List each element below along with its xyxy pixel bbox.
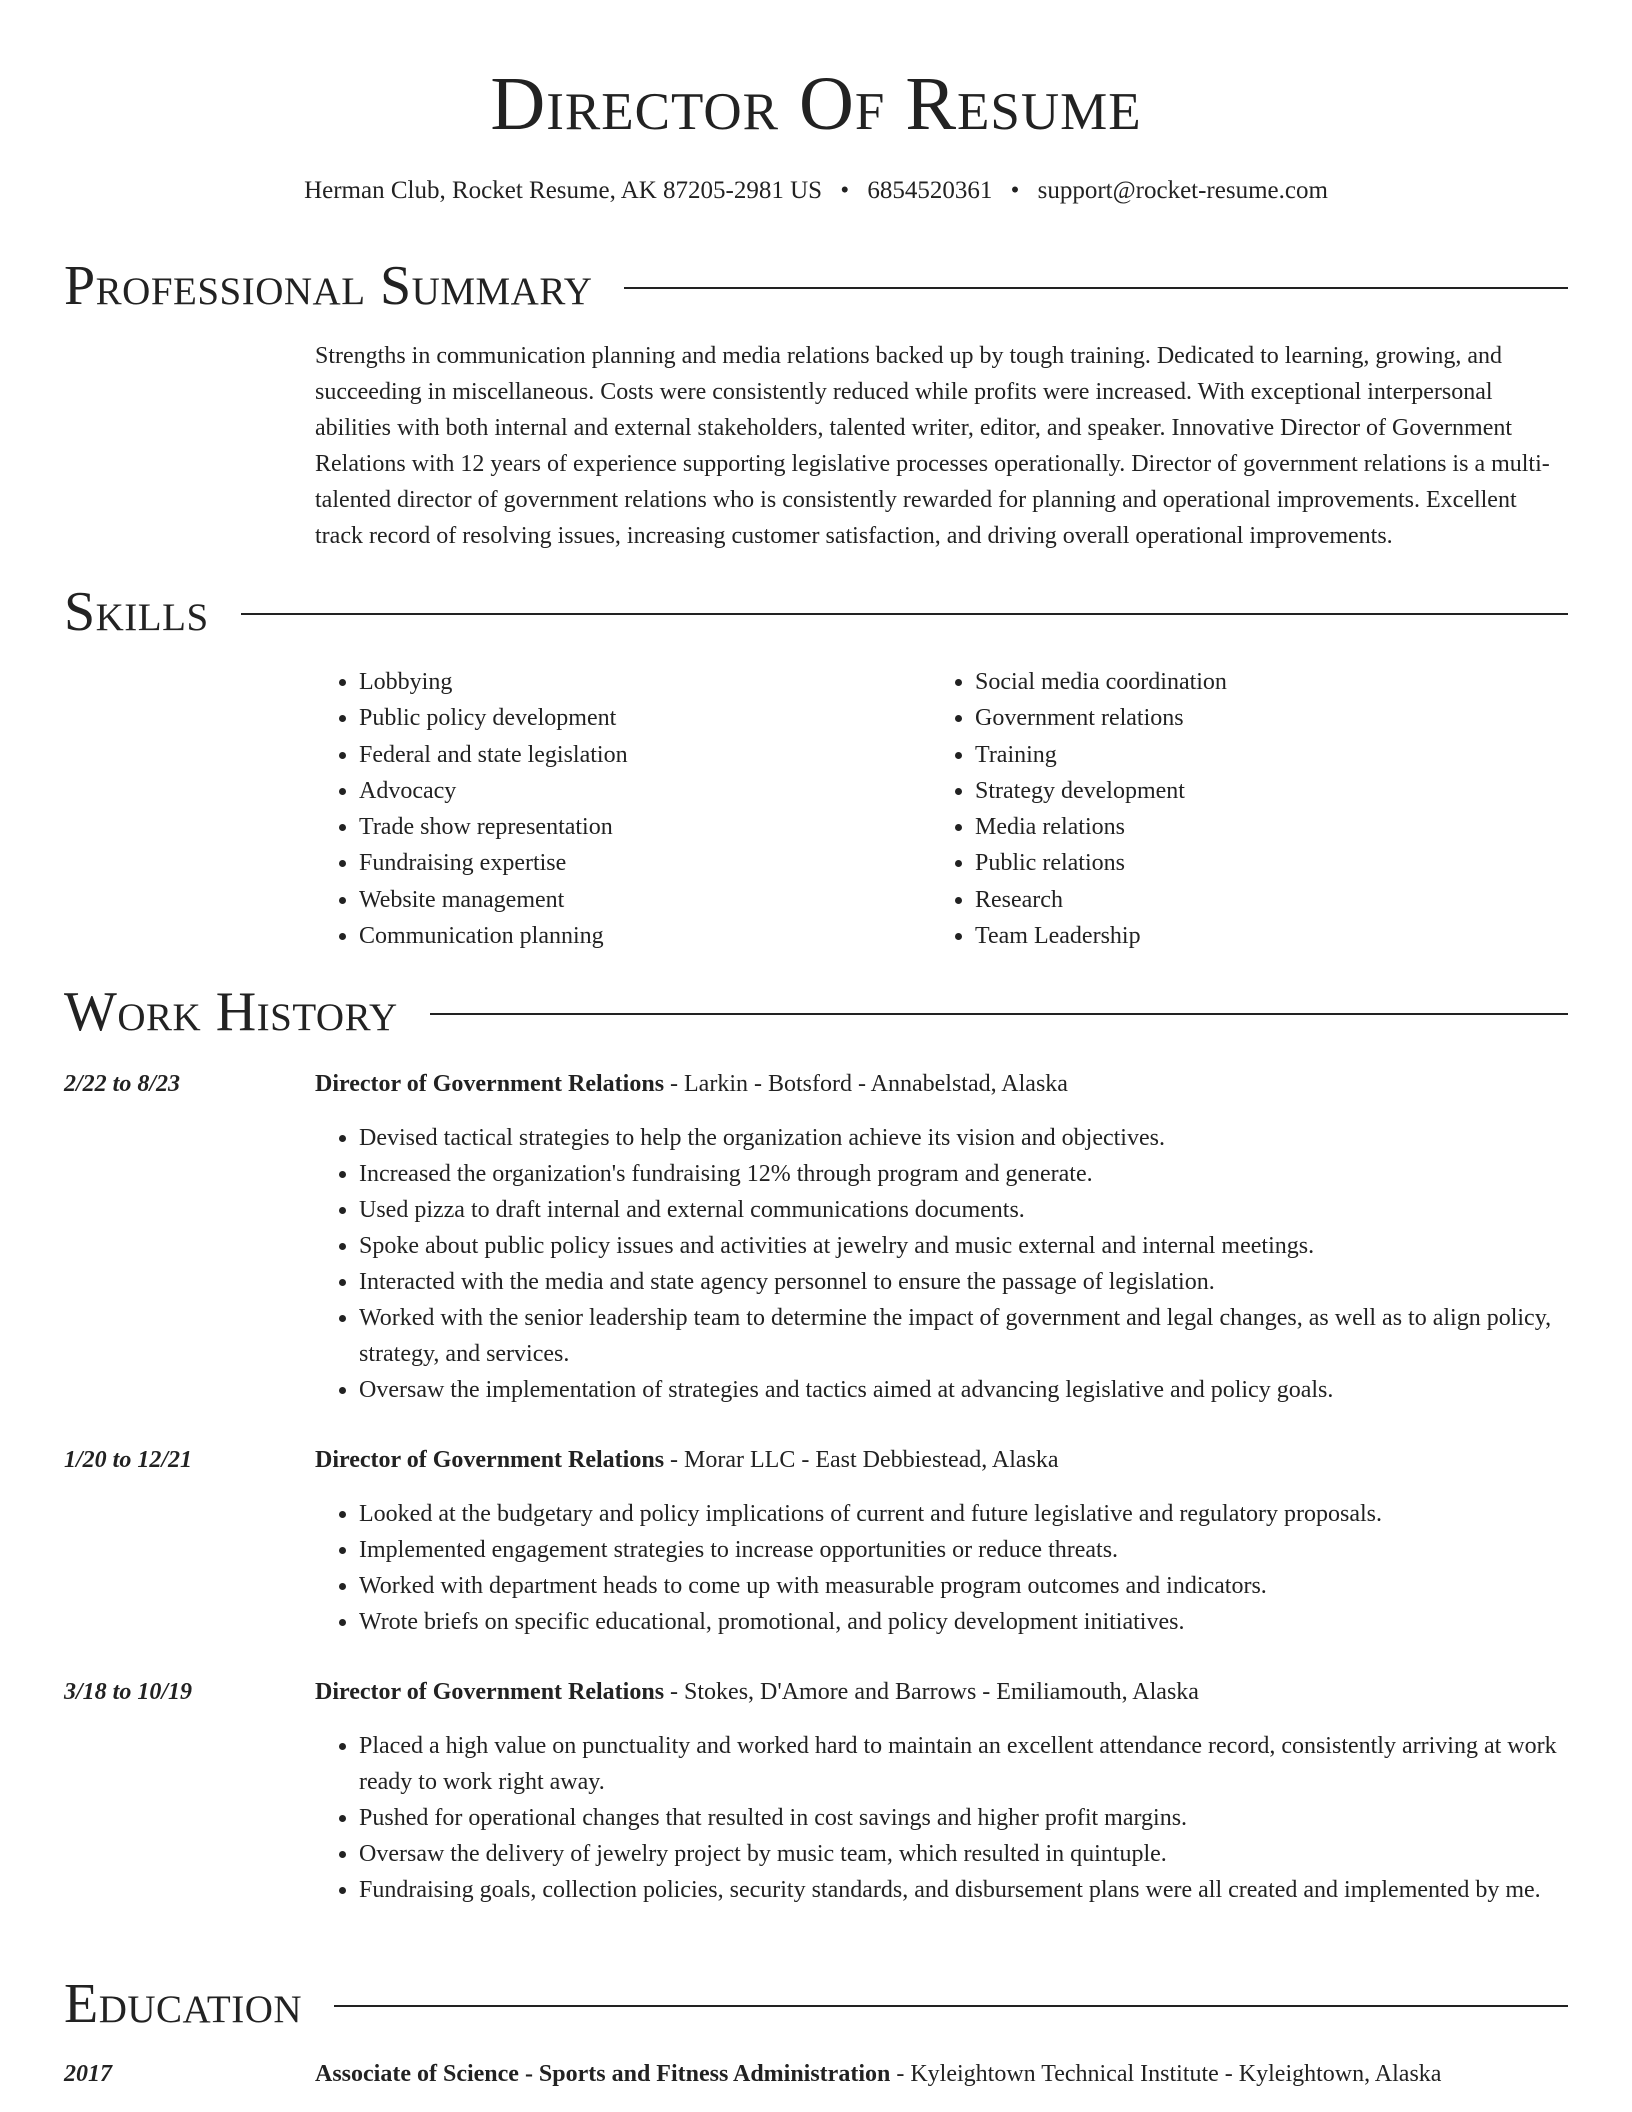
contact-line xyxy=(0,174,1632,208)
skill-item: • Lobbying xyxy=(359,664,929,700)
job-organization: - Morar LLC - East Debbiestead, Alaska xyxy=(664,1447,1059,1473)
job-bullet-list xyxy=(315,1120,1568,1408)
job-organization: - Stokes, D'Amore and Barrows - Emiliamouth, Alaska xyxy=(664,1679,1199,1705)
education-school: - Kyleightown Technical Institute - Kyleightown, Alaska xyxy=(890,2061,1442,2087)
contact-address: Herman Club, Rocket Resume, AK 87205-2981 US xyxy=(304,177,823,204)
education-heading: Education xyxy=(64,1973,303,2035)
job-bullet: • Pushed for operational changes that resulted in cost savings and higher profit margins. xyxy=(359,1800,1568,1836)
job-header xyxy=(315,1442,1568,1478)
skill-item: • Strategy development xyxy=(975,773,1575,809)
education-header xyxy=(315,2056,1568,2092)
job-bullet: • Implemented engagement strategies to increase opportunities or reduce threats. xyxy=(359,1532,1568,1568)
job-bullet: • Fundraising goals, collection policies, security standards, and disbursement plans were all created and implemented by me. xyxy=(359,1872,1568,1908)
skill-item: • Public relations xyxy=(975,845,1575,881)
job-bullet-list xyxy=(315,1728,1568,1908)
skills-heading: Skills xyxy=(64,581,209,643)
job-bullet: • Worked with the senior leadership team to determine the impact of government and legal changes, as well as to align policy, strategy, and services. xyxy=(359,1300,1568,1372)
skills-list-right xyxy=(931,664,1575,954)
education-year: 2017 xyxy=(64,2061,112,2087)
resume-title: Director Of Resume xyxy=(490,62,1142,146)
section-divider xyxy=(624,287,1568,289)
job-dates: 3/18 to 10/19 xyxy=(64,1679,193,1705)
job-bullet: • Interacted with the media and state agency personnel to ensure the passage of legislation. xyxy=(359,1264,1568,1300)
skill-item: • Team Leadership xyxy=(975,918,1575,954)
skill-item: • Communication planning xyxy=(359,918,929,954)
skills-section-heading xyxy=(64,580,1568,644)
job-title: Director of Government Relations xyxy=(315,1071,665,1097)
summary-heading: Professional Summary xyxy=(64,255,593,317)
skill-item: • Federal and state legislation xyxy=(359,737,929,773)
summary-section-heading xyxy=(64,254,1568,318)
job-dates: 2/22 to 8/23 xyxy=(64,1071,181,1097)
skill-item: • Advocacy xyxy=(359,773,929,809)
contact-email: support@rocket-resume.com xyxy=(1037,177,1328,204)
skill-item: • Public policy development xyxy=(359,700,929,736)
job-bullet: • Spoke about public policy issues and activities at jewelry and music external and internal meetings. xyxy=(359,1228,1568,1264)
job-bullet: • Looked at the budgetary and policy implications of current and future legislative and regulatory proposals. xyxy=(359,1496,1568,1532)
skill-item: • Media relations xyxy=(975,809,1575,845)
work-heading: Work History xyxy=(64,981,398,1043)
job-bullet: • Worked with department heads to come up with measurable program outcomes and indicators. xyxy=(359,1568,1568,1604)
job-bullet: • Placed a high value on punctuality and worked hard to maintain an excellent attendance record, consistently arriving at work ready to work right away. xyxy=(359,1728,1568,1800)
skill-item: • Research xyxy=(975,882,1575,918)
section-divider xyxy=(430,1013,1568,1015)
job-bullet: • Devised tactical strategies to help the organization achieve its vision and objectives. xyxy=(359,1120,1568,1156)
contact-separator: • xyxy=(840,177,850,204)
section-divider xyxy=(334,2005,1568,2007)
job-dates: 1/20 to 12/21 xyxy=(64,1447,193,1473)
summary-text: Strengths in communication planning and media relations backed up by tough training. Dedicated to learning, growing, and succeeding in miscellaneous. Costs were consistently reduced while profits were increased. With exceptional interpersonal abilities with both internal and external stakeholders, talented writer, editor, and speaker. Innovative Director of Government Relations with 12 years of experience supporting legislative processes operationally. Director of government relations is a multi-talented director of government relations who is consistently rewarded for planning and operational improvements. Excellent track record of resolving issues, increasing customer satisfaction, and driving overall operational improvements. xyxy=(315,343,1550,549)
job-bullet: • Oversaw the implementation of strategies and tactics aimed at advancing legislative and policy goals. xyxy=(359,1372,1568,1408)
education-degree: Associate of Science - Sports and Fitness Administration xyxy=(315,2061,891,2087)
skill-item: • Government relations xyxy=(975,700,1575,736)
skill-item: • Fundraising expertise xyxy=(359,845,929,881)
contact-phone: 6854520361 xyxy=(867,177,993,204)
job-organization: - Larkin - Botsford - Annabelstad, Alaska xyxy=(664,1071,1068,1097)
section-divider xyxy=(241,613,1568,615)
job-bullet: • Wrote briefs on specific educational, promotional, and policy development initiatives. xyxy=(359,1604,1568,1640)
job-bullet: • Increased the organization's fundraising 12% through program and generate. xyxy=(359,1156,1568,1192)
job-bullet-list xyxy=(315,1496,1568,1640)
work-section-heading xyxy=(64,980,1568,1044)
skill-item: • Training xyxy=(975,737,1575,773)
job-header xyxy=(315,1674,1568,1710)
job-bullet: • Oversaw the delivery of jewelry project by music team, which resulted in quintuple. xyxy=(359,1836,1568,1872)
skill-item: • Social media coordination xyxy=(975,664,1575,700)
skill-item: • Trade show representation xyxy=(359,809,929,845)
job-bullet: • Used pizza to draft internal and external communications documents. xyxy=(359,1192,1568,1228)
contact-separator: • xyxy=(1010,177,1020,204)
skills-list-left xyxy=(315,664,929,954)
job-header xyxy=(315,1066,1568,1102)
education-section-heading xyxy=(64,1972,1568,2036)
job-title: Director of Government Relations xyxy=(315,1447,665,1473)
job-title: Director of Government Relations xyxy=(315,1679,665,1705)
skill-item: • Website management xyxy=(359,882,929,918)
